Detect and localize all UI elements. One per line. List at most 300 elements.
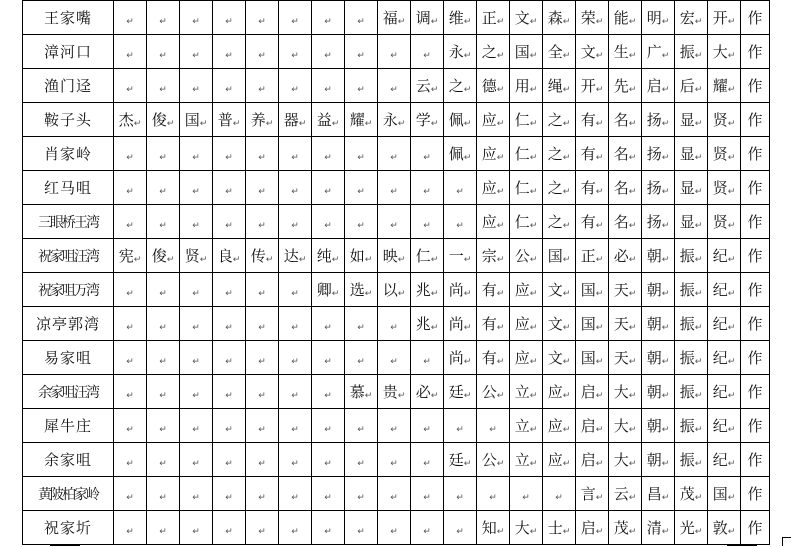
paragraph-mark-icon: ↵ [628, 119, 637, 129]
place-name-cell: 渔门迳 [23, 69, 114, 103]
paragraph-mark-icon: ↵ [291, 424, 299, 435]
generation-cell [378, 239, 411, 273]
generation-character: 开 [712, 9, 728, 27]
generation-cell [345, 511, 378, 545]
paragraph-mark-icon: ↵ [258, 526, 266, 537]
generation-cell [246, 409, 279, 443]
generation-cell [444, 443, 477, 477]
generation-cell [675, 35, 708, 69]
generation-cell [609, 171, 642, 205]
generation-character: 应 [547, 417, 563, 435]
generation-character: 之 [481, 43, 497, 61]
paragraph-mark-icon: ↵ [496, 153, 505, 163]
generation-cell [246, 205, 279, 239]
place-name-cell: 余家咀 [23, 443, 114, 477]
paragraph-mark-icon: ↵ [423, 458, 431, 469]
generation-character: 纪 [712, 417, 728, 435]
paragraph-mark-icon: ↵ [628, 527, 637, 537]
generation-cell [609, 341, 642, 375]
generation-character: 有 [580, 179, 596, 197]
generation-cell [180, 1, 213, 35]
generation-cell [444, 205, 477, 239]
generation-character: 国 [712, 485, 728, 503]
paragraph-mark-icon: ↵ [192, 16, 200, 27]
generation-character: 作 [747, 383, 763, 401]
paragraph-mark-icon: ↵ [225, 16, 233, 27]
paragraph-mark-icon: ↵ [225, 50, 233, 61]
generation-cell [444, 35, 477, 69]
paragraph-mark-icon: ↵ [258, 322, 266, 333]
generation-cell [609, 205, 642, 239]
generation-character: 宪 [118, 247, 134, 265]
place-name-cell: 三眼桥王湾 [23, 205, 114, 239]
generation-cell [378, 171, 411, 205]
paragraph-mark-icon: ↵ [628, 357, 637, 367]
generation-character: 扬 [646, 179, 662, 197]
generation-cell-last [741, 273, 770, 307]
generation-character: 纪 [712, 247, 728, 265]
generation-character: 公 [481, 451, 497, 469]
paragraph-mark-icon: ↵ [159, 424, 167, 435]
paragraph-mark-icon: ↵ [126, 288, 134, 299]
generation-character: 名 [613, 179, 629, 197]
generation-character: 振 [679, 315, 695, 333]
generation-character: 扬 [646, 111, 662, 129]
generation-character: 振 [679, 349, 695, 367]
generation-cell [312, 205, 345, 239]
generation-cell [609, 273, 642, 307]
paragraph-mark-icon: ↵ [496, 119, 505, 129]
paragraph-mark-icon: ↵ [694, 221, 703, 231]
generation-character: 仁 [514, 145, 530, 163]
generation-character: 启 [580, 417, 596, 435]
generation-character: 之 [547, 213, 563, 231]
generation-character: 贤 [712, 145, 728, 163]
paragraph-mark-icon: ↵ [727, 85, 736, 95]
paragraph-mark-icon: ↵ [661, 493, 670, 503]
generation-cell [642, 375, 675, 409]
generation-character: 作 [747, 179, 763, 197]
generation-character: 应 [514, 315, 530, 333]
generation-cell [279, 443, 312, 477]
paragraph-mark-icon: ↵ [463, 85, 472, 95]
generation-character: 振 [679, 383, 695, 401]
generation-character: 普 [217, 111, 233, 129]
paragraph-mark-icon: ↵ [661, 221, 670, 231]
generation-cell [411, 511, 444, 545]
generation-cell [543, 273, 576, 307]
paragraph-mark-icon: ↵ [397, 255, 406, 265]
table-row [23, 477, 770, 511]
paragraph-mark-icon: ↵ [423, 50, 431, 61]
generation-cell [114, 477, 147, 511]
paragraph-mark-icon: ↵ [628, 153, 637, 163]
paragraph-mark-icon: ↵ [694, 459, 703, 469]
generation-cell [576, 443, 609, 477]
page-edge-rule-right [727, 544, 757, 546]
generation-cell [510, 35, 543, 69]
paragraph-mark-icon: ↵ [225, 526, 233, 537]
generation-character: 天 [613, 349, 629, 367]
generation-cell [279, 477, 312, 511]
generation-cell [642, 69, 675, 103]
generation-cell [642, 1, 675, 35]
generation-cell [345, 409, 378, 443]
generation-cell-last [741, 477, 770, 511]
generation-cell [609, 69, 642, 103]
generation-cell [675, 307, 708, 341]
generation-cell [477, 171, 510, 205]
paragraph-mark-icon: ↵ [258, 16, 266, 27]
paragraph-mark-icon: ↵ [159, 220, 167, 231]
generation-cell [609, 239, 642, 273]
generation-character: 扬 [646, 145, 662, 163]
generation-character: 启 [580, 383, 596, 401]
generation-cell [510, 409, 543, 443]
paragraph-mark-icon: ↵ [357, 424, 365, 435]
generation-cell [147, 511, 180, 545]
generation-cell [213, 477, 246, 511]
generation-cell [213, 375, 246, 409]
generation-character: 启 [580, 519, 596, 537]
paragraph-mark-icon: ↵ [595, 85, 604, 95]
generation-character: 文 [514, 9, 530, 27]
paragraph-mark-icon: ↵ [192, 152, 200, 163]
paragraph-mark-icon: ↵ [694, 323, 703, 333]
generation-cell [180, 307, 213, 341]
generation-cell [213, 205, 246, 239]
table-row [23, 103, 770, 137]
generation-character: 名 [613, 111, 629, 129]
paragraph-mark-icon: ↵ [529, 323, 538, 333]
place-name-cell: 余家咀汪湾 [23, 375, 114, 409]
generation-cell [312, 35, 345, 69]
generation-character: 廷 [448, 383, 464, 401]
paragraph-mark-icon: ↵ [258, 390, 266, 401]
generation-cell-last [741, 103, 770, 137]
paragraph-mark-icon: ↵ [324, 492, 332, 503]
generation-character: 明 [646, 9, 662, 27]
generation-cell [543, 341, 576, 375]
paragraph-mark-icon: ↵ [423, 186, 431, 197]
generation-character: 必 [415, 383, 431, 401]
generation-cell-last [741, 443, 770, 477]
generation-cell [345, 103, 378, 137]
generation-character: 振 [679, 451, 695, 469]
paragraph-mark-icon: ↵ [661, 391, 670, 401]
paragraph-mark-icon: ↵ [727, 527, 736, 537]
generation-character: 文 [580, 43, 596, 61]
paragraph-mark-icon: ↵ [192, 458, 200, 469]
paragraph-mark-icon: ↵ [522, 492, 530, 503]
place-name-cell: 祝家咀万湾 [23, 273, 114, 307]
generation-cell [609, 35, 642, 69]
generation-cell [279, 239, 312, 273]
generation-cell [708, 205, 741, 239]
generation-cell [576, 69, 609, 103]
paragraph-mark-icon: ↵ [463, 391, 472, 401]
generation-cell [708, 477, 741, 511]
generation-cell [114, 239, 147, 273]
paragraph-mark-icon: ↵ [595, 459, 604, 469]
paragraph-mark-icon: ↵ [628, 221, 637, 231]
paragraph-mark-icon: ↵ [529, 425, 538, 435]
paragraph-mark-icon: ↵ [364, 255, 373, 265]
paragraph-mark-icon: ↵ [595, 51, 604, 61]
generation-cell [114, 511, 147, 545]
generation-cell [609, 1, 642, 35]
generation-character: 有 [580, 213, 596, 231]
generation-character: 天 [613, 281, 629, 299]
paragraph-mark-icon: ↵ [628, 493, 637, 503]
place-name-cell: 祝家咀汪湾 [23, 239, 114, 273]
paragraph-mark-icon: ↵ [192, 492, 200, 503]
generation-cell-last [741, 239, 770, 273]
paragraph-mark-icon: ↵ [298, 255, 307, 265]
paragraph-mark-icon: ↵ [496, 289, 505, 299]
generation-character: 立 [514, 383, 530, 401]
paragraph-mark-icon: ↵ [496, 17, 505, 27]
generation-character: 朝 [646, 383, 662, 401]
generation-cell [477, 409, 510, 443]
generation-character: 荣 [580, 9, 596, 27]
generation-cell [510, 69, 543, 103]
generation-cell [180, 477, 213, 511]
generation-character: 之 [547, 111, 563, 129]
generation-cell [708, 137, 741, 171]
paragraph-mark-icon: ↵ [628, 289, 637, 299]
generation-cell [576, 1, 609, 35]
generation-cell [411, 1, 444, 35]
generation-character: 耀 [349, 111, 365, 129]
generation-character: 养 [250, 111, 266, 129]
generation-cell [180, 239, 213, 273]
generation-cell [147, 239, 180, 273]
paragraph-mark-icon: ↵ [291, 390, 299, 401]
paragraph-mark-icon: ↵ [496, 187, 505, 197]
generation-cell [279, 409, 312, 443]
generation-cell [279, 137, 312, 171]
table-row [23, 273, 770, 307]
paragraph-mark-icon: ↵ [661, 153, 670, 163]
paragraph-mark-icon: ↵ [159, 458, 167, 469]
paragraph-mark-icon: ↵ [694, 357, 703, 367]
generation-character: 大 [712, 43, 728, 61]
generation-cell [279, 307, 312, 341]
generation-character: 纪 [712, 315, 728, 333]
generation-cell [114, 341, 147, 375]
paragraph-mark-icon: ↵ [562, 187, 571, 197]
generation-character: 显 [679, 213, 695, 231]
generation-cell [444, 1, 477, 35]
paragraph-mark-icon: ↵ [694, 391, 703, 401]
generation-cell [444, 103, 477, 137]
paragraph-mark-icon: ↵ [496, 221, 505, 231]
paragraph-mark-icon: ↵ [463, 323, 472, 333]
generation-cell [180, 511, 213, 545]
paragraph-mark-icon: ↵ [529, 255, 538, 265]
paragraph-mark-icon: ↵ [232, 119, 241, 129]
paragraph-mark-icon: ↵ [727, 221, 736, 231]
generation-cell [378, 69, 411, 103]
generation-character: 作 [747, 213, 763, 231]
paragraph-mark-icon: ↵ [397, 391, 406, 401]
table-row [23, 443, 770, 477]
generation-cell [642, 273, 675, 307]
generation-character: 公 [481, 383, 497, 401]
generation-cell [411, 409, 444, 443]
generation-cell [543, 511, 576, 545]
generation-cell [147, 171, 180, 205]
generation-character: 尚 [448, 281, 464, 299]
generation-character: 耀 [712, 77, 728, 95]
page-corner-mark [782, 537, 791, 546]
paragraph-mark-icon: ↵ [357, 50, 365, 61]
generation-cell [114, 205, 147, 239]
paragraph-mark-icon: ↵ [496, 527, 505, 537]
paragraph-mark-icon: ↵ [265, 119, 274, 129]
generation-character: 如 [349, 247, 365, 265]
generation-cell [180, 205, 213, 239]
generation-cell [543, 103, 576, 137]
generation-cell [279, 1, 312, 35]
paragraph-mark-icon: ↵ [324, 458, 332, 469]
paragraph-mark-icon: ↵ [397, 289, 406, 299]
paragraph-mark-icon: ↵ [694, 425, 703, 435]
paragraph-mark-icon: ↵ [291, 50, 299, 61]
generation-character: 德 [481, 77, 497, 95]
generation-character: 茂 [679, 485, 695, 503]
generation-cell [378, 1, 411, 35]
generation-cell [114, 443, 147, 477]
generation-cell [378, 443, 411, 477]
paragraph-mark-icon: ↵ [291, 458, 299, 469]
paragraph-mark-icon: ↵ [727, 425, 736, 435]
paragraph-mark-icon: ↵ [555, 492, 563, 503]
generation-cell [411, 137, 444, 171]
paragraph-mark-icon: ↵ [496, 85, 505, 95]
generation-cell [114, 307, 147, 341]
generation-cell [543, 443, 576, 477]
generation-cell [477, 375, 510, 409]
paragraph-mark-icon: ↵ [727, 357, 736, 367]
paragraph-mark-icon: ↵ [430, 391, 439, 401]
place-name-cell: 凉亭郭湾 [23, 307, 114, 341]
generation-character: 名 [613, 213, 629, 231]
paragraph-mark-icon: ↵ [166, 255, 175, 265]
paragraph-mark-icon: ↵ [661, 323, 670, 333]
generation-character: 俊 [151, 247, 167, 265]
paragraph-mark-icon: ↵ [562, 527, 571, 537]
paragraph-mark-icon: ↵ [291, 288, 299, 299]
generation-cell [642, 443, 675, 477]
generation-cell [576, 137, 609, 171]
paragraph-mark-icon: ↵ [463, 255, 472, 265]
generation-cell [444, 273, 477, 307]
generation-character: 佩 [448, 145, 464, 163]
generation-cell [246, 375, 279, 409]
paragraph-mark-icon: ↵ [159, 50, 167, 61]
paragraph-mark-icon: ↵ [357, 186, 365, 197]
generation-cell [708, 171, 741, 205]
generation-cell [576, 103, 609, 137]
generation-cell [609, 477, 642, 511]
generation-character: 作 [747, 315, 763, 333]
paragraph-mark-icon: ↵ [225, 186, 233, 197]
generation-cell [444, 511, 477, 545]
generation-cell [246, 239, 279, 273]
generation-cell [708, 307, 741, 341]
generation-character: 应 [481, 179, 497, 197]
generation-character: 大 [613, 383, 629, 401]
paragraph-mark-icon: ↵ [126, 390, 134, 401]
table-row [23, 239, 770, 273]
generation-cell [576, 171, 609, 205]
paragraph-mark-icon: ↵ [661, 289, 670, 299]
generation-cell [642, 137, 675, 171]
paragraph-mark-icon: ↵ [727, 255, 736, 265]
paragraph-mark-icon: ↵ [456, 186, 464, 197]
generation-character: 朝 [646, 417, 662, 435]
generation-cell [312, 137, 345, 171]
generation-cell [279, 273, 312, 307]
generation-character: 国 [580, 349, 596, 367]
generation-cell-last [741, 69, 770, 103]
table-body [23, 1, 770, 545]
generation-cell [312, 375, 345, 409]
paragraph-mark-icon: ↵ [628, 187, 637, 197]
generation-character: 永 [382, 111, 398, 129]
generation-character: 国 [547, 247, 563, 265]
place-name-cell: 红马咀 [23, 171, 114, 205]
paragraph-mark-icon: ↵ [192, 390, 200, 401]
generation-cell [543, 171, 576, 205]
generation-cell [642, 477, 675, 511]
generation-character: 达 [283, 247, 299, 265]
generation-cell [708, 103, 741, 137]
generation-cell [444, 341, 477, 375]
generation-cell [345, 273, 378, 307]
paragraph-mark-icon: ↵ [258, 152, 266, 163]
generation-character: 纪 [712, 349, 728, 367]
paragraph-mark-icon: ↵ [324, 186, 332, 197]
generation-cell [345, 239, 378, 273]
generation-character: 名 [613, 145, 629, 163]
generation-cell [411, 477, 444, 511]
paragraph-mark-icon: ↵ [324, 322, 332, 333]
generation-character: 立 [514, 417, 530, 435]
paragraph-mark-icon: ↵ [192, 186, 200, 197]
generation-cell [675, 239, 708, 273]
generation-cell [246, 1, 279, 35]
paragraph-mark-icon: ↵ [529, 153, 538, 163]
paragraph-mark-icon: ↵ [159, 16, 167, 27]
generation-character: 全 [547, 43, 563, 61]
generation-character: 森 [547, 9, 563, 27]
generation-cell [114, 137, 147, 171]
paragraph-mark-icon: ↵ [529, 357, 538, 367]
generation-cell [642, 103, 675, 137]
paragraph-mark-icon: ↵ [595, 527, 604, 537]
paragraph-mark-icon: ↵ [628, 391, 637, 401]
paragraph-mark-icon: ↵ [463, 459, 472, 469]
paragraph-mark-icon: ↵ [628, 85, 637, 95]
generation-cell [477, 103, 510, 137]
generation-cell [675, 341, 708, 375]
paragraph-mark-icon: ↵ [595, 119, 604, 129]
paragraph-mark-icon: ↵ [324, 50, 332, 61]
paragraph-mark-icon: ↵ [225, 152, 233, 163]
